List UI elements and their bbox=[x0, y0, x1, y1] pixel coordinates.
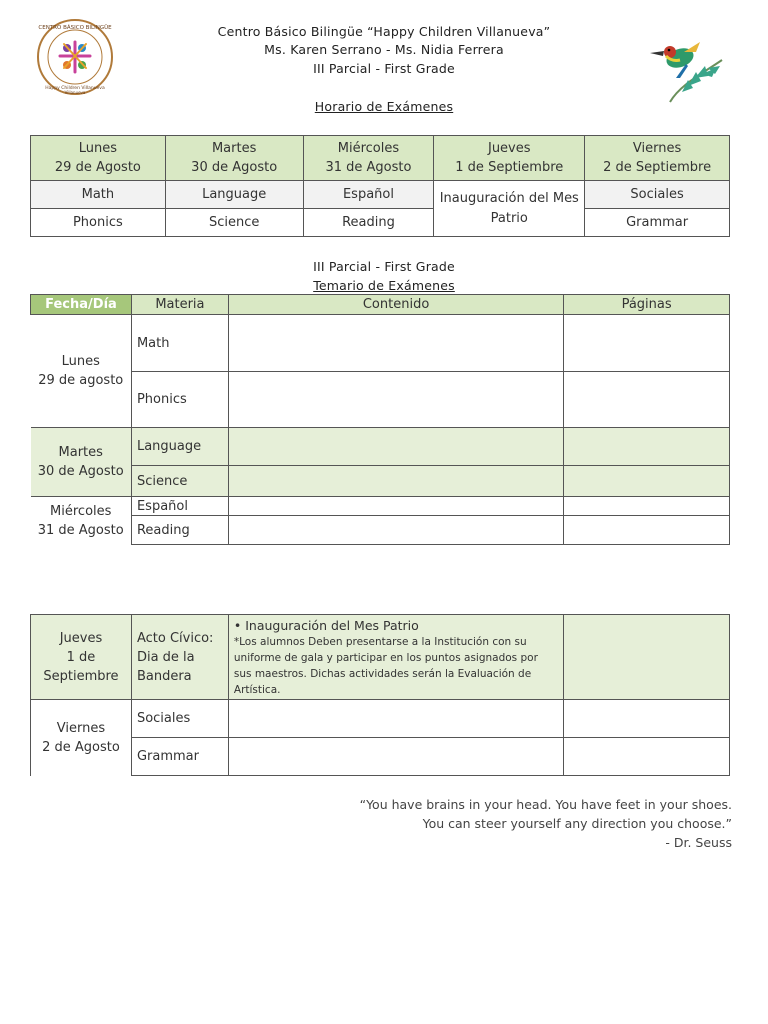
logo-place: Villanueva bbox=[64, 90, 86, 95]
pages-cell bbox=[564, 738, 730, 776]
pages-cell bbox=[564, 466, 730, 497]
quote-line-1: “You have brains in your head. You have feet in your shoes. bbox=[359, 797, 732, 812]
subject-cell: Acto Cívico: Dia de la Bandera bbox=[131, 615, 228, 700]
schedule-cell: Phonics bbox=[31, 209, 166, 237]
topics-title: Temario de Exámenes bbox=[313, 278, 455, 293]
schedule-day-jueves: Jueves 1 de Septiembre bbox=[434, 136, 585, 181]
date-cell-lunes: Lunes 29 de agosto bbox=[31, 315, 132, 428]
table-row bbox=[31, 738, 730, 776]
schedule-days-row bbox=[31, 136, 730, 181]
content-cell bbox=[228, 428, 563, 466]
table-row bbox=[31, 700, 730, 738]
schedule-cell: Grammar bbox=[585, 209, 730, 237]
pages-cell bbox=[564, 372, 730, 428]
content-cell bbox=[228, 466, 563, 497]
term-line: III Parcial - First Grade bbox=[313, 61, 455, 76]
content-cell bbox=[228, 700, 563, 738]
schedule-row-2 bbox=[31, 209, 730, 237]
table-row bbox=[31, 466, 730, 497]
schedule-day-viernes: Viernes 2 de Septiembre bbox=[585, 136, 730, 181]
table-row bbox=[31, 516, 730, 545]
quote-block bbox=[360, 795, 732, 852]
content-cell bbox=[228, 738, 563, 776]
pages-cell bbox=[564, 497, 730, 516]
content-cell bbox=[228, 315, 563, 372]
exam-topics-table-continued bbox=[30, 614, 730, 776]
schedule-cell: Sociales bbox=[585, 181, 730, 209]
quote-line-2: You can steer yourself any direction you choose.” bbox=[422, 816, 732, 831]
table-row bbox=[31, 497, 730, 516]
date-cell-martes: Martes 30 de Agosto bbox=[31, 428, 132, 497]
date-cell-viernes: Viernes 2 de Agosto bbox=[31, 700, 132, 776]
subject-cell: Phonics bbox=[131, 372, 228, 428]
pages-cell bbox=[564, 516, 730, 545]
pages-cell bbox=[564, 615, 730, 700]
schedule-day-lunes: Lunes 29 de Agosto bbox=[31, 136, 166, 181]
pages-cell bbox=[564, 428, 730, 466]
subject-cell: Sociales bbox=[131, 700, 228, 738]
table-row bbox=[31, 315, 730, 372]
table-row bbox=[31, 428, 730, 466]
schedule-cell: Español bbox=[303, 181, 434, 209]
col-fecha: Fecha/Día bbox=[31, 295, 132, 315]
subject-cell: Science bbox=[131, 466, 228, 497]
schedule-cell-merged: Inauguración del Mes Patrio bbox=[434, 181, 585, 237]
pages-cell bbox=[564, 315, 730, 372]
exam-schedule-table bbox=[30, 135, 730, 237]
schedule-cell: Reading bbox=[303, 209, 434, 237]
col-paginas: Páginas bbox=[564, 295, 730, 315]
subject-cell: Language bbox=[131, 428, 228, 466]
subject-cell: Grammar bbox=[131, 738, 228, 776]
col-contenido: Contenido bbox=[228, 295, 563, 315]
content-cell bbox=[228, 372, 563, 428]
schedule-row-1 bbox=[31, 181, 730, 209]
subject-cell: Math bbox=[131, 315, 228, 372]
content-cell bbox=[228, 497, 563, 516]
topics-header-row bbox=[31, 295, 730, 315]
logo-ring-top: CENTRO BÁSICO BILINGÜE bbox=[38, 25, 112, 31]
logo-ring-bottom: Happy Children Villanueva bbox=[45, 86, 105, 91]
schedule-day-martes: Martes 30 de Agosto bbox=[165, 136, 303, 181]
schedule-cell: Math bbox=[31, 181, 166, 209]
schedule-cell: Language bbox=[165, 181, 303, 209]
content-note: *Los alumnos Deben presentarse a la Institución con su uniforme de gala y participar en los puntos asignados por sus maestros. Dichas actividades serán la Evaluación de Artística. bbox=[233, 636, 538, 696]
date-cell-jueves: Jueves 1 de Septiembre bbox=[31, 615, 132, 700]
table-row bbox=[31, 615, 730, 700]
subject-cell: Español bbox=[131, 497, 228, 516]
schedule-cell: Science bbox=[165, 209, 303, 237]
schedule-day-miercoles: Miércoles 31 de Agosto bbox=[303, 136, 434, 181]
pages-cell bbox=[564, 700, 730, 738]
teachers-line: Ms. Karen Serrano - Ms. Nidia Ferrera bbox=[264, 42, 504, 57]
schedule-title: Horario de Exámenes bbox=[314, 99, 454, 114]
exam-topics-table bbox=[30, 294, 730, 545]
date-cell-miercoles: Miércoles 31 de Agosto bbox=[31, 497, 132, 545]
table-row bbox=[31, 372, 730, 428]
content-cell bbox=[228, 615, 563, 700]
content-cell bbox=[228, 516, 563, 545]
school-name: Centro Básico Bilingüe “Happy Children Villanueva” bbox=[217, 24, 551, 39]
subject-cell: Reading bbox=[131, 516, 228, 545]
topics-term: III Parcial - First Grade bbox=[313, 259, 455, 274]
col-materia: Materia bbox=[131, 295, 228, 315]
content-title: • Inauguración del Mes Patrio bbox=[233, 618, 419, 633]
quote-author: - Dr. Seuss bbox=[665, 835, 732, 850]
